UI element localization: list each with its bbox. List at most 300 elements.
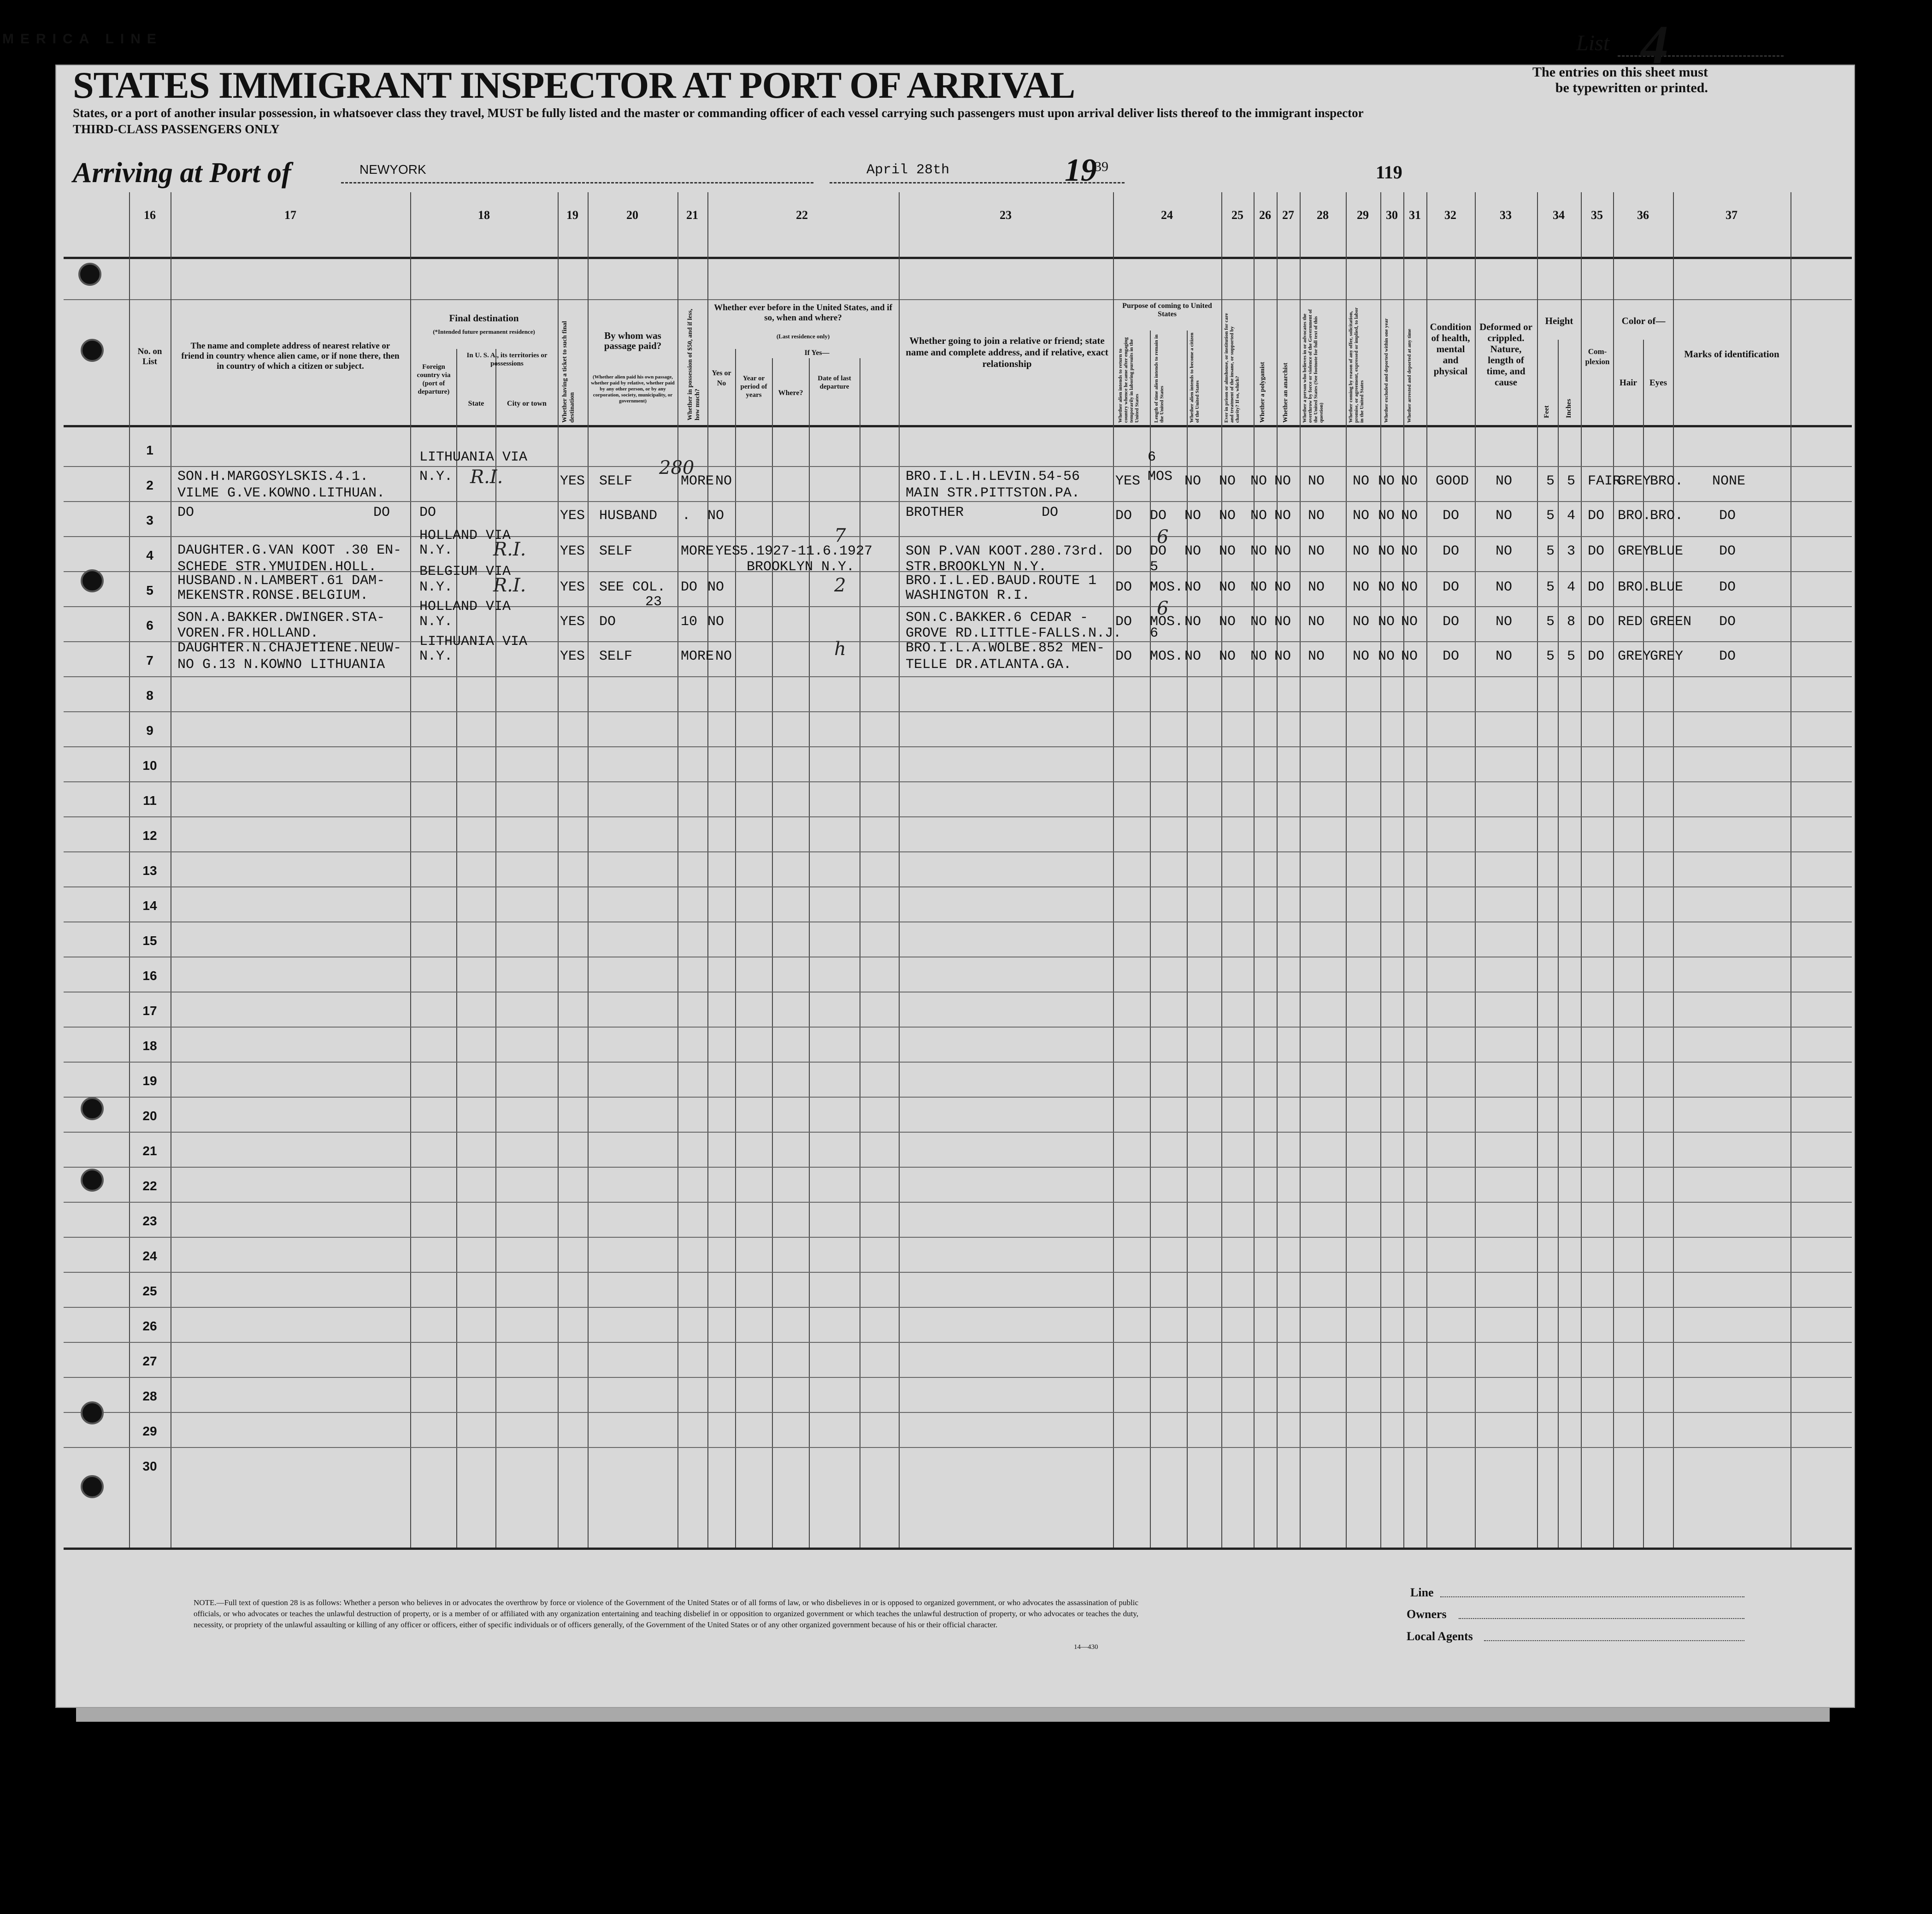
table-row	[64, 851, 1852, 852]
nearest-relative: DO	[177, 505, 194, 520]
binder-hole	[78, 263, 101, 286]
arrested: NO	[1401, 614, 1418, 630]
eye-color: GREEN	[1650, 614, 1692, 630]
eye-color: BLUE	[1650, 543, 1684, 559]
complexion: DO	[1588, 614, 1605, 630]
table-row	[64, 1272, 1852, 1273]
join-relative-address: STR.BROOKLYN N.Y.	[906, 559, 1047, 575]
header-city-or-town: City or town	[507, 400, 547, 408]
passage-paid: SELF	[599, 543, 633, 559]
join-relative: BROTHER	[906, 505, 964, 520]
offer-labor: NO	[1353, 473, 1370, 489]
length-of-stay: MOS	[1148, 469, 1173, 484]
row-number: 7	[146, 653, 153, 668]
passage-paid: HUSBAND	[599, 508, 658, 524]
length-of-stay: MOS.	[1150, 579, 1184, 595]
col-divider	[899, 192, 900, 1548]
row-number: 19	[142, 1074, 157, 1088]
nearest-relative-ditto: DO	[373, 505, 390, 520]
header-passage-paid: By whom was passage paid?	[604, 330, 662, 351]
passage-paid: SELF	[599, 473, 633, 489]
binder-hole	[81, 569, 104, 592]
eye-color: BRO.	[1650, 508, 1684, 524]
before-in-us: NO	[707, 614, 724, 630]
header-passage-paid-note: (Whether alien paid his own passage, whether paid by relative, whether paid by any other person, or by any corporation, society, municipality, or government)	[591, 374, 675, 404]
height-feet: 5	[1546, 473, 1555, 489]
fifty-dollars: MORE	[681, 543, 714, 559]
header-usa-territories: In U. S. A., its territories or possessions	[466, 352, 548, 367]
prison: NO	[1219, 508, 1236, 524]
height-inches: 5	[1567, 473, 1576, 489]
before-in-us-where: BROOKLYN N.Y.	[747, 559, 855, 575]
join-relative-address: TELLE DR.ATLANTA.GA.	[906, 657, 1072, 673]
table-row	[64, 1377, 1852, 1378]
height-feet: 5	[1546, 508, 1555, 524]
offer-labor: NO	[1353, 508, 1370, 524]
height-inches: 4	[1567, 508, 1576, 524]
table-row	[64, 466, 1852, 467]
row-number: 29	[142, 1424, 157, 1438]
col-divider	[1113, 192, 1114, 1548]
line-name-fragment: MERICA LINE	[2, 31, 163, 47]
join-relative: SON.C.BAKKER.6 CEDAR -	[906, 610, 1089, 626]
nearest-relative: DAUGHTER.N.CHAJETIENE.NEUW-	[177, 640, 402, 656]
complexion: FAIR	[1588, 473, 1621, 489]
col-num-21: 21	[686, 208, 698, 222]
header-nearest-relative: The name and complete address of nearest relative or friend in country whence alien came, or if none there, then in country of which a citizen or subject.	[181, 341, 400, 371]
row-number: 18	[142, 1039, 157, 1053]
offer-labor: NO	[1353, 614, 1370, 630]
col-num-19: 19	[566, 208, 578, 222]
height-feet: 5	[1546, 543, 1555, 559]
col-num-36: 36	[1637, 208, 1649, 222]
table-row	[64, 1202, 1852, 1203]
complexion: DO	[1588, 579, 1605, 595]
row-number: 1	[146, 443, 153, 457]
header-height: Height	[1545, 315, 1573, 326]
binder-hole	[81, 339, 104, 362]
header-yes-or-no: Yes or No	[712, 369, 731, 387]
anarchist: NO	[1274, 614, 1291, 630]
footnote-text: NOTE.—Full text of question 28 is as follows: Whether a person who believes in or advocates the overthrow by force or violence of the Government of the United States or of all forms of law, or who disbelieves in or is opposed to organized government, or who advocates the assassination of public officials, or who advocates or teaches the unlawful destruction of property, or is a member of or affiliated with any organization entertaining and teaching disbelief in or opposition to organized government or which teaches the unlawful destruction of property, or who advocates or teaches the duty, necessity, or propriety of the unlawful assaulting or killing of any officer or officers, either of specific individuals or of officers generally, of the Government of the United States or of any other organized government because of his or their official character.	[194, 1598, 1138, 1629]
row-number: 26	[142, 1319, 157, 1333]
deformed: NO	[1496, 614, 1513, 630]
overthrow: NO	[1308, 543, 1325, 559]
table-row	[64, 1167, 1852, 1168]
date-value: April 28th	[866, 162, 950, 178]
col-num-22: 22	[796, 208, 808, 222]
excluded: NO	[1378, 579, 1395, 595]
before-in-us: NO	[707, 508, 724, 524]
destination-port: N.Y.	[419, 614, 453, 630]
height-feet: 5	[1546, 649, 1555, 664]
hair-color: GREY	[1618, 649, 1651, 664]
fifty-dollars: MORE	[681, 473, 714, 489]
header-purpose: Purpose of coming to United States	[1122, 302, 1212, 318]
overthrow: NO	[1308, 508, 1325, 524]
prison: NO	[1219, 543, 1236, 559]
header-length-of-stay: Length of time alien intends to remain in the United States	[1154, 334, 1165, 423]
anarchist: NO	[1274, 473, 1291, 489]
offer-labor: NO	[1353, 543, 1370, 559]
handwritten-note: 2	[834, 575, 846, 596]
intends-return: DO	[1115, 543, 1132, 559]
nearest-relative-address: VILME G.VE.KOWNO.LITHUAN.	[177, 485, 385, 501]
fifty-dollars: DO	[681, 579, 698, 595]
header-condition-health: Condition of health, mental and physical	[1430, 321, 1472, 377]
identification-marks: DO	[1719, 543, 1736, 559]
identification-marks: DO	[1719, 614, 1736, 630]
header-fifty-dollars: Whether in possession of $50, and if less, how much?	[687, 308, 701, 420]
header-inches: Inches	[1565, 399, 1573, 418]
header-eyes: Eyes	[1649, 378, 1667, 388]
join-relative: BRO.I.L.A.WOLBE.852 MEN-	[906, 640, 1105, 656]
binder-hole	[81, 1475, 104, 1498]
row-number: 3	[146, 513, 153, 527]
citizen-intent: NO	[1184, 579, 1202, 595]
handwritten-note: h	[834, 638, 846, 660]
nearest-relative: HUSBAND.N.LAMBERT.61 DAM-	[177, 573, 385, 589]
col-num-23: 23	[1000, 208, 1012, 222]
length-of-stay: 5	[1150, 559, 1159, 575]
length-of-stay: MOS.	[1150, 614, 1184, 630]
join-relative: BRO.I.L.ED.BAUD.ROUTE 1	[906, 573, 1097, 589]
nearest-relative: SON.H.MARGOSYLSKIS.4.1.	[177, 469, 369, 484]
header-rule	[64, 299, 1852, 300]
col-num-28: 28	[1317, 208, 1329, 222]
col-num-18: 18	[478, 208, 490, 222]
col-num-30: 30	[1386, 208, 1398, 222]
table-row	[64, 1237, 1852, 1238]
row-number: 11	[143, 793, 157, 808]
passage-paid-col: 23	[645, 594, 662, 610]
offer-labor: NO	[1353, 579, 1370, 595]
polygamist: NO	[1250, 649, 1267, 664]
polygamist: NO	[1250, 508, 1267, 524]
row-number: 22	[142, 1179, 157, 1193]
header-final-destination-note: (*Intended future permanent residence)	[433, 328, 535, 335]
passage-paid: DO	[599, 614, 616, 630]
height-inches: 4	[1567, 579, 1576, 595]
header-citizen-intent: Whether alien intends to become a citizen of the United States	[1189, 332, 1200, 423]
header-polygamist: Whether a polygamist	[1259, 362, 1266, 423]
table-row	[64, 746, 1852, 747]
nearest-relative-address: MEKENSTR.RONSE.BELGIUM.	[177, 588, 369, 603]
col-num-20: 20	[626, 208, 638, 222]
table-row	[64, 1027, 1852, 1028]
polygamist: NO	[1250, 473, 1267, 489]
col-divider	[707, 192, 708, 1548]
handwritten-note: 280	[659, 457, 695, 478]
col-divider	[1254, 192, 1255, 1548]
year-suffix: 39	[1095, 159, 1108, 174]
height-inches: 3	[1567, 543, 1576, 559]
header-last-residence-note: (Last residence only)	[776, 333, 830, 340]
handwritten-note: 7	[834, 525, 846, 546]
col-divider	[677, 192, 678, 1548]
arrested: NO	[1401, 473, 1418, 489]
col-num-32: 32	[1444, 208, 1456, 222]
col-num-37: 37	[1726, 208, 1738, 222]
col-divider	[1581, 192, 1582, 1548]
table-row	[64, 501, 1852, 502]
row-number: 27	[142, 1354, 157, 1368]
table-row	[64, 816, 1852, 817]
fifty-dollars: 10	[681, 614, 698, 630]
header-where: Where?	[778, 389, 803, 397]
intends-return: YES	[1115, 473, 1141, 489]
anarchist: NO	[1274, 649, 1291, 664]
table-row	[64, 1307, 1852, 1308]
nearest-relative: SON.A.BAKKER.DWINGER.STA-	[177, 610, 385, 626]
complexion: DO	[1588, 543, 1605, 559]
handwritten-note: R.I.	[493, 539, 526, 560]
height-inches: 8	[1567, 614, 1576, 630]
before-in-us-period: 5.1927-11.6.1927	[740, 543, 873, 559]
table-bottom-rule	[64, 1548, 1852, 1550]
row-number: 20	[142, 1109, 157, 1123]
fifty-dollars: .	[682, 508, 691, 524]
row-number: 5	[146, 583, 153, 597]
health: DO	[1443, 579, 1460, 595]
header-year-period: Year or period of years	[740, 375, 767, 399]
identification-marks: DO	[1719, 579, 1736, 595]
line-label: Line	[1410, 1586, 1434, 1599]
destination-foreign: HOLLAND VIA	[419, 599, 511, 614]
row-number: 6	[146, 618, 153, 632]
col-num-34: 34	[1553, 208, 1565, 222]
header-anarchist: Whether an anarchist	[1282, 362, 1289, 423]
manifest-table	[55, 192, 1855, 1564]
header-bottom-rule	[64, 425, 1852, 427]
health: DO	[1443, 508, 1460, 524]
join-relative-address: WASHINGTON R.I.	[906, 588, 1031, 603]
overthrow: NO	[1308, 579, 1325, 595]
table-row	[64, 1132, 1852, 1133]
arrested: NO	[1401, 508, 1418, 524]
header-before-in-us: Whether ever before in the United States, and if so, when and where?	[714, 303, 892, 323]
form-code: 14—430	[1074, 1643, 1098, 1651]
header-last-departure: Date of last departure	[818, 375, 851, 390]
col-divider	[129, 192, 130, 1548]
port-value: NEWYORK	[359, 162, 426, 177]
row-number: 9	[146, 723, 153, 738]
row-number: 13	[142, 863, 157, 878]
col-divider	[1300, 192, 1301, 1548]
prison: NO	[1219, 614, 1236, 630]
destination-foreign: HOLLAND VIA	[419, 528, 511, 543]
arrested: NO	[1401, 579, 1418, 595]
header-final-destination: Final destination	[449, 313, 519, 324]
header-overthrow: Whether a person who believes in or advocates the overthrow by force or violence of the Government of the United States (See footnote for full text of this question)	[1302, 309, 1324, 423]
col-divider	[558, 192, 559, 1548]
anarchist: NO	[1274, 508, 1291, 524]
row-number: 24	[142, 1249, 157, 1263]
header-state: State	[468, 400, 484, 408]
col-divider	[1403, 192, 1404, 1548]
col-divider	[1221, 192, 1222, 1548]
typewritten-note-line-1: The entries on this sheet must	[1532, 65, 1708, 80]
table-row	[64, 1342, 1852, 1343]
citizen-intent: NO	[1184, 614, 1202, 630]
col-num-16: 16	[144, 208, 156, 222]
nearest-relative-address: VOREN.FR.HOLLAND.	[177, 626, 319, 641]
excluded: NO	[1378, 508, 1395, 524]
ticket: YES	[560, 473, 585, 489]
header-foreign-country: Foreign country via (port of departure)	[417, 363, 451, 396]
offer-labor: NO	[1353, 649, 1370, 664]
table-row	[64, 1412, 1852, 1413]
fifty-dollars: MORE	[681, 649, 714, 664]
row-number: 8	[146, 688, 153, 703]
header-no-on-list: No. on List	[137, 347, 162, 366]
complexion: DO	[1588, 649, 1605, 664]
deformed: NO	[1496, 649, 1513, 664]
ticket: YES	[560, 543, 585, 559]
nearest-relative-address: SCHEDE STR.YMUIDEN.HOLL.	[177, 559, 377, 575]
nearest-relative: DAUGHTER.G.VAN KOOT .30 EN-	[177, 543, 402, 558]
col-num-17: 17	[284, 208, 296, 222]
binder-hole	[81, 1097, 104, 1120]
passage-paid: SELF	[599, 649, 633, 664]
header-prison-almshouse: Ever in prison or almshouse, or institution for care and treatment of the insane, or supported by charity? If so, which?	[1224, 313, 1240, 423]
header-deformed: Deformed or crippled. Nature, length of time, and cause	[1479, 321, 1532, 388]
polygamist: NO	[1250, 614, 1267, 630]
eye-color: BLUE	[1650, 579, 1684, 595]
header-complexion: Com-plexion	[1585, 347, 1610, 366]
col-divider	[735, 349, 736, 1548]
ticket: YES	[560, 579, 585, 595]
length-of-stay: DO	[1150, 543, 1167, 559]
list-label: List	[1576, 31, 1610, 55]
col-divider	[1537, 192, 1538, 1548]
header-hair: Hair	[1620, 378, 1637, 388]
destination-foreign: LITHUANIA VIA	[419, 634, 528, 650]
col-divider	[410, 192, 411, 1548]
deformed: NO	[1496, 543, 1513, 559]
height-feet: 5	[1546, 579, 1555, 595]
nearest-relative-address: NO G.13 N.KOWNO LITHUANIA	[177, 657, 385, 673]
polygamist: NO	[1250, 579, 1267, 595]
identification-marks: DO	[1719, 649, 1736, 664]
overthrow: NO	[1308, 649, 1325, 664]
class-line: THIRD-CLASS PASSENGERS ONLY	[73, 122, 280, 136]
col-divider	[1380, 192, 1381, 1548]
overthrow: NO	[1308, 614, 1325, 630]
sheet-edge	[76, 1708, 1830, 1722]
table-row	[64, 886, 1852, 887]
join-relative: SON P.VAN KOOT.280.73rd.	[906, 543, 1105, 559]
destination-foreign: BELGIUM VIA	[419, 564, 511, 579]
before-in-us: NO	[715, 473, 732, 489]
prison: NO	[1219, 649, 1236, 664]
height-inches: 5	[1567, 649, 1576, 664]
eye-color: GREY	[1650, 649, 1684, 664]
col-divider	[1277, 192, 1278, 1548]
col-divider	[1558, 340, 1559, 1548]
height-feet: 5	[1546, 614, 1555, 630]
citizen-intent: NO	[1184, 649, 1202, 664]
destination-port: N.Y.	[419, 469, 453, 484]
destination-port: DO	[419, 505, 436, 520]
intends-return: DO	[1115, 508, 1132, 524]
col-divider	[1613, 192, 1614, 1548]
col-num-33: 33	[1500, 208, 1512, 222]
deformed: NO	[1496, 473, 1513, 489]
line-signature-line	[1440, 1596, 1744, 1597]
header-intends-return: Whether alien intends to return to country whence he came after engaging temporarily in laboring pursuits in the United States	[1118, 337, 1140, 423]
health: DO	[1443, 649, 1460, 664]
col-num-26: 26	[1259, 208, 1271, 222]
header-offer-labor: Whether coming by reason of any offer, solicitation, promise, or agreement, expressed or implied, to labor in the United States	[1348, 307, 1365, 423]
header-excluded-deported: Whether excluded and deported within one year	[1384, 318, 1389, 423]
table-row	[64, 1097, 1852, 1098]
handwritten-note: 6	[1157, 526, 1169, 548]
row-number: 2	[146, 478, 153, 492]
header-feet: Feet	[1543, 405, 1550, 418]
table-row	[64, 1447, 1852, 1448]
col-num-31: 31	[1409, 208, 1421, 222]
row-number: 10	[142, 758, 157, 773]
table-row	[64, 606, 1852, 607]
destination-port: N.Y.	[419, 649, 453, 664]
table-row	[64, 676, 1852, 677]
page-title: STATES IMMIGRANT INSPECTOR AT PORT OF ARRIVAL	[73, 64, 1075, 106]
length-of-stay: DO	[1150, 508, 1167, 524]
binder-hole	[81, 1169, 104, 1192]
intends-return: DO	[1115, 614, 1132, 630]
destination-port: N.Y.	[419, 543, 453, 558]
row-number: 17	[142, 1004, 157, 1018]
row-number: 21	[142, 1144, 157, 1158]
list-number: 4	[1641, 14, 1668, 75]
deformed: NO	[1496, 579, 1513, 595]
local-agents-signature-line	[1484, 1640, 1744, 1641]
row-number: 28	[142, 1389, 157, 1403]
hair-color: BRO.	[1618, 508, 1651, 524]
join-relative-address: GROVE RD.LITTLE-FALLS.N.J.	[906, 626, 1122, 641]
row-number: 4	[146, 548, 153, 562]
citizen-intent: NO	[1184, 508, 1202, 524]
hair-color: RED	[1618, 614, 1643, 630]
col-divider	[1673, 192, 1674, 1548]
excluded: NO	[1378, 543, 1395, 559]
hair-color: GREY	[1618, 473, 1651, 489]
instructions-text: States, or a port of another insular possession, in whatsoever class they travel, MUST be fully listed and the master or commanding officer of each vessel carrying such passengers must upon arrival deliver lists thereof to the immigrant inspector	[73, 106, 1364, 120]
anarchist: NO	[1274, 543, 1291, 559]
table-row	[64, 781, 1852, 782]
owners-signature-line	[1459, 1618, 1744, 1619]
health: DO	[1443, 614, 1460, 630]
destination-foreign: LITHUANIA VIA	[419, 449, 528, 465]
arrested: NO	[1401, 543, 1418, 559]
hair-color: GREY	[1618, 543, 1651, 559]
col-num-35: 35	[1591, 208, 1603, 222]
ticket: YES	[560, 508, 585, 524]
before-in-us: YES	[715, 543, 741, 559]
length-of-stay: MOS.	[1150, 649, 1184, 664]
typewritten-note	[1532, 65, 1708, 96]
table-row	[64, 711, 1852, 712]
join-relative: BRO.I.L.H.LEVIN.54-56	[906, 469, 1080, 484]
row-number: 12	[142, 828, 157, 843]
passage-paid: SEE COL.	[599, 579, 666, 595]
row-number: 16	[142, 969, 157, 983]
row-number: 25	[142, 1284, 157, 1298]
row-number: 30	[142, 1459, 157, 1473]
col-num-25: 25	[1231, 208, 1243, 222]
owners-label: Owners	[1407, 1607, 1447, 1621]
